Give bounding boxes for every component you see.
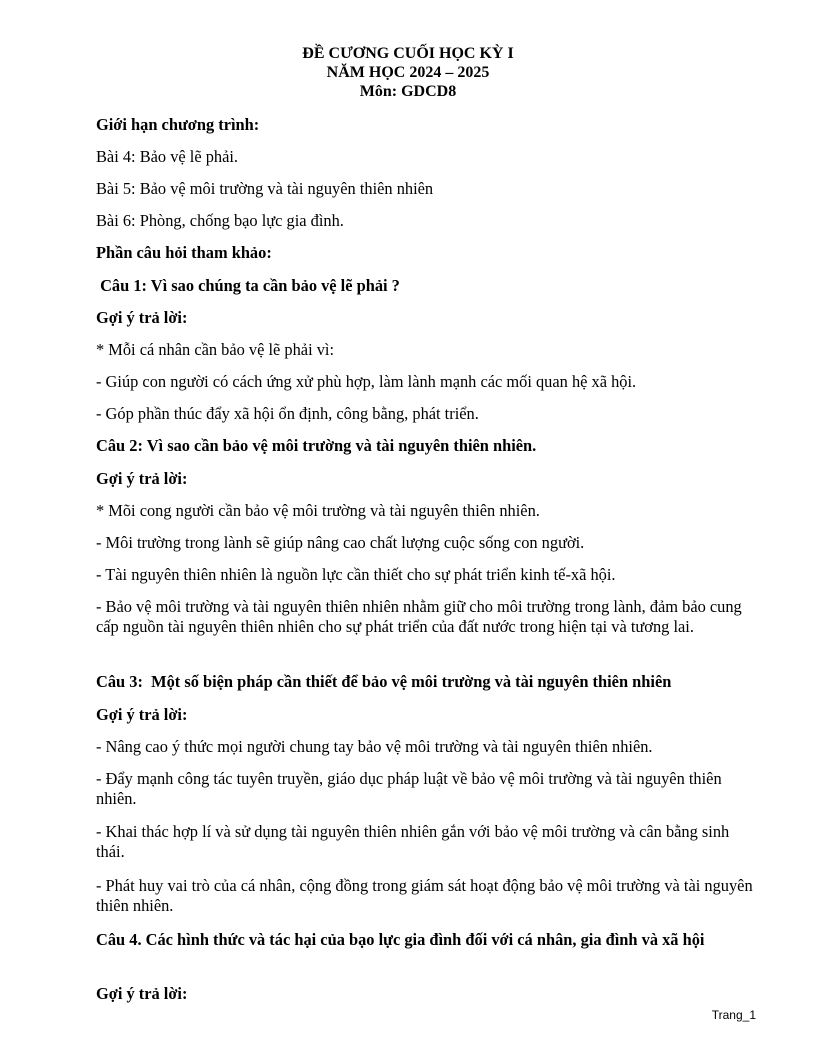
answer-line: - Tài nguyên thiên nhiên là nguồn lực cần thiết cho sự phát triển kinh tế-xã hội. bbox=[96, 565, 616, 584]
answer-paragraph: - Khai thác hợp lí và sử dụng tài nguyên thiên nhiên gắn với bảo vệ môi trường và cân bằng sinh thái. bbox=[96, 822, 730, 861]
answer-line: * Mỗi cá nhân cần bảo vệ lẽ phải vì: bbox=[96, 340, 335, 359]
answer-line: - Môi trường trong lành sẽ giúp nâng cao chất lượng cuộc sống con người. bbox=[96, 533, 585, 552]
hint-label: Gợi ý trả lời: bbox=[96, 308, 188, 327]
questions-heading: Phần câu hỏi tham khảo: bbox=[96, 243, 272, 262]
question-3-title: Câu 3: Một số biện pháp cần thiết để bảo vệ môi trường và tài nguyên thiên nhiên bbox=[96, 672, 672, 691]
lesson-item: Bài 5: Bảo vệ môi trường và tài nguyên thiên nhiên bbox=[96, 179, 434, 198]
answer-line: - Góp phần thúc đẩy xã hội ổn định, công bằng, phát triển. bbox=[96, 404, 479, 423]
answer-line: * Mõi cong người cần bảo vệ môi trường và tài nguyên thiên nhiên. bbox=[96, 501, 540, 520]
scope-heading: Giới hạn chương trình: bbox=[96, 115, 260, 134]
lesson-item: Bài 6: Phòng, chống bạo lực gia đình. bbox=[96, 211, 344, 230]
answer-paragraph: - Phát huy vai trò của cá nhân, cộng đồng trong giám sát hoạt động bảo vệ môi trường và tài nguyên thiên nhiên. bbox=[96, 876, 753, 915]
school-year: NĂM HỌC 2024 – 2025 bbox=[326, 64, 490, 81]
page-number: Trang_1 bbox=[711, 1008, 756, 1022]
hint-label: Gợi ý trả lời: bbox=[96, 469, 188, 488]
lesson-item: Bài 4: Bảo vệ lẽ phải. bbox=[96, 147, 239, 166]
hint-label: Gợi ý trả lời: bbox=[96, 705, 188, 724]
question-4-title: Câu 4. Các hình thức và tác hại của bạo lực gia đình đối với cá nhân, gia đình và xã hội bbox=[96, 930, 705, 949]
answer-paragraph: - Đẩy mạnh công tác tuyên truyền, giáo dục pháp luật về bảo vệ môi trường và tài nguyên thiên nhiên. bbox=[96, 769, 722, 808]
question-2-title: Câu 2: Vì sao cần bảo vệ môi trường và tài nguyên thiên nhiên. bbox=[96, 436, 537, 455]
answer-line: - Giúp con người có cách ứng xử phù hợp, làm lành mạnh các mối quan hệ xã hội. bbox=[96, 372, 637, 391]
hint-label: Gợi ý trả lời: bbox=[96, 984, 188, 1003]
document-title: ĐỀ CƯƠNG CUỐI HỌC KỲ I bbox=[302, 45, 514, 62]
question-1-title: Câu 1: Vì sao chúng ta cần bảo vệ lẽ phải ? bbox=[96, 276, 400, 295]
answer-line: - Nâng cao ý thức mọi người chung tay bảo vệ môi trường và tài nguyên thiên nhiên. bbox=[96, 737, 653, 756]
subject: Môn: GDCD8 bbox=[359, 83, 457, 100]
answer-paragraph: - Bảo vệ môi trường và tài nguyên thiên nhiên nhằm giữ cho môi trường trong lành, đảm bảo cung cấp nguồn tài nguyên thiên nhiên cho sự phát triển của đất nước trong hiện tại và tương lai. bbox=[96, 597, 742, 636]
